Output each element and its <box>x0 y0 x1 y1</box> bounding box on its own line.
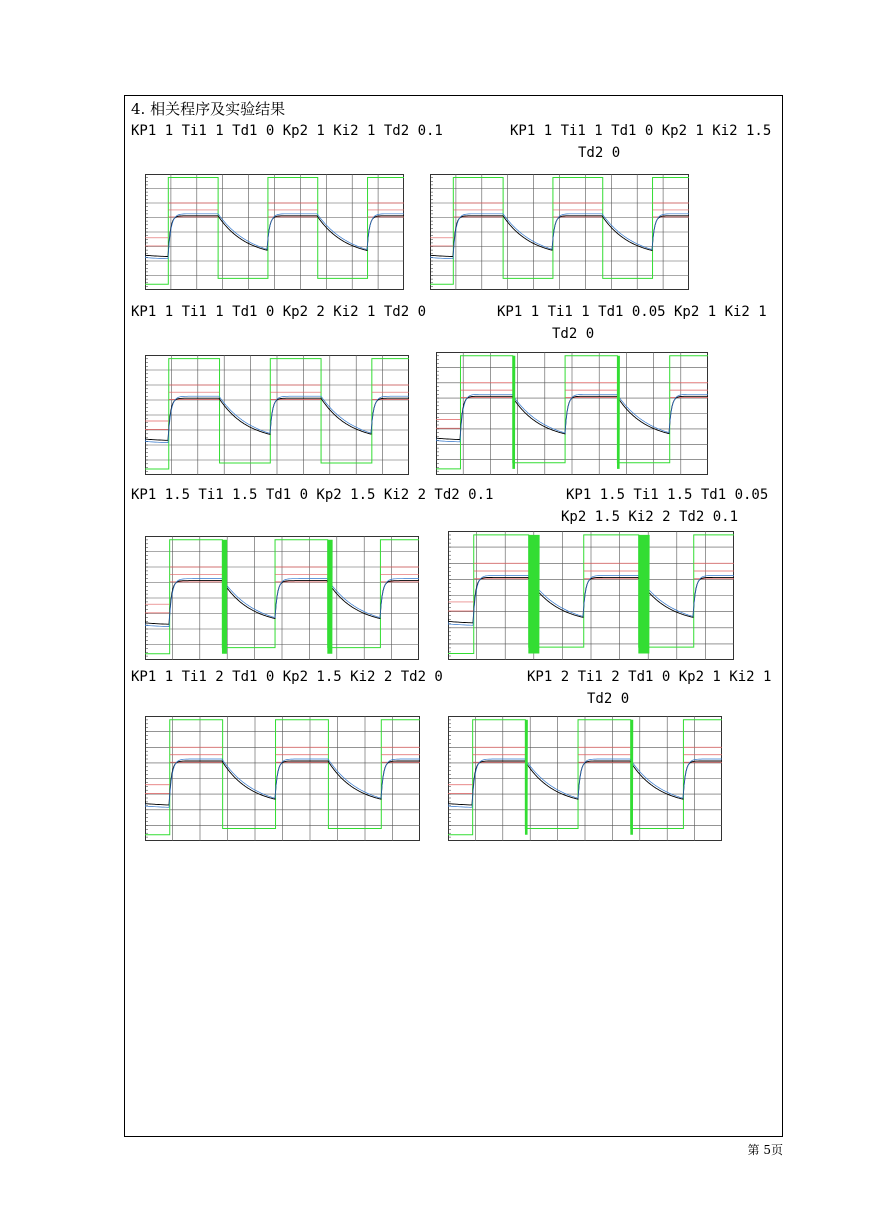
caption-left-2: KP1 1 Ti1 1 Td1 0 Kp2 2 Ki2 1 Td2 0 <box>131 304 427 320</box>
caption-right-1-line1: KP1 1 Ti1 1 Td1 0 Kp2 1 Ki2 1.5 <box>510 123 772 139</box>
response-plot-2 <box>430 174 689 290</box>
page-number: 第 5页 <box>747 1143 783 1157</box>
green-oscillation <box>617 356 619 469</box>
caption-left-3: KP1 1.5 Ti1 1.5 Td1 0 Kp2 1.5 Ki2 2 Td2 0.1 <box>131 487 494 503</box>
plot-canvas <box>145 355 409 475</box>
caption-right-2-line2: Td2 0 <box>552 326 595 342</box>
green-oscillation <box>222 540 227 654</box>
response-plot-8 <box>448 716 722 841</box>
caption-left-1: KP1 1 Ti1 1 Td1 0 Kp2 1 Ki2 1 Td2 0.1 <box>131 123 443 139</box>
plot-canvas <box>436 352 708 475</box>
green-oscillation <box>525 720 527 835</box>
plot-canvas <box>145 536 419 660</box>
plot-canvas <box>145 716 420 841</box>
caption-right-2-line1: KP1 1 Ti1 1 Td1 0.05 Kp2 1 Ki2 1 <box>497 304 767 320</box>
green-oscillation <box>631 720 633 835</box>
section-heading: 4. 相关程序及实验结果 <box>131 100 286 118</box>
plot-canvas <box>145 174 404 290</box>
response-plot-6 <box>448 531 734 660</box>
green-oscillation <box>529 535 540 654</box>
caption-right-4-line2: Td2 0 <box>587 691 630 707</box>
caption-left-4: KP1 1 Ti1 2 Td1 0 Kp2 1.5 Ki2 2 Td2 0 <box>131 669 443 685</box>
plot-canvas <box>448 531 734 660</box>
response-plot-1 <box>145 174 404 290</box>
caption-right-3-line2: Kp2 1.5 Ki2 2 Td2 0.1 <box>561 509 739 525</box>
response-plot-4 <box>436 352 708 475</box>
caption-right-4-line1: KP1 2 Ti1 2 Td1 0 Kp2 1 Ki2 1 <box>527 669 772 685</box>
response-plot-5 <box>145 536 419 660</box>
green-oscillation <box>513 356 515 469</box>
green-oscillation <box>639 535 650 654</box>
plot-canvas <box>430 174 689 290</box>
response-plot-7 <box>145 716 420 841</box>
response-plot-3 <box>145 355 409 475</box>
green-oscillation <box>328 540 333 654</box>
plot-canvas <box>448 716 722 841</box>
caption-right-1-line2: Td2 0 <box>578 145 621 161</box>
caption-right-3-line1: KP1 1.5 Ti1 1.5 Td1 0.05 <box>566 487 769 503</box>
